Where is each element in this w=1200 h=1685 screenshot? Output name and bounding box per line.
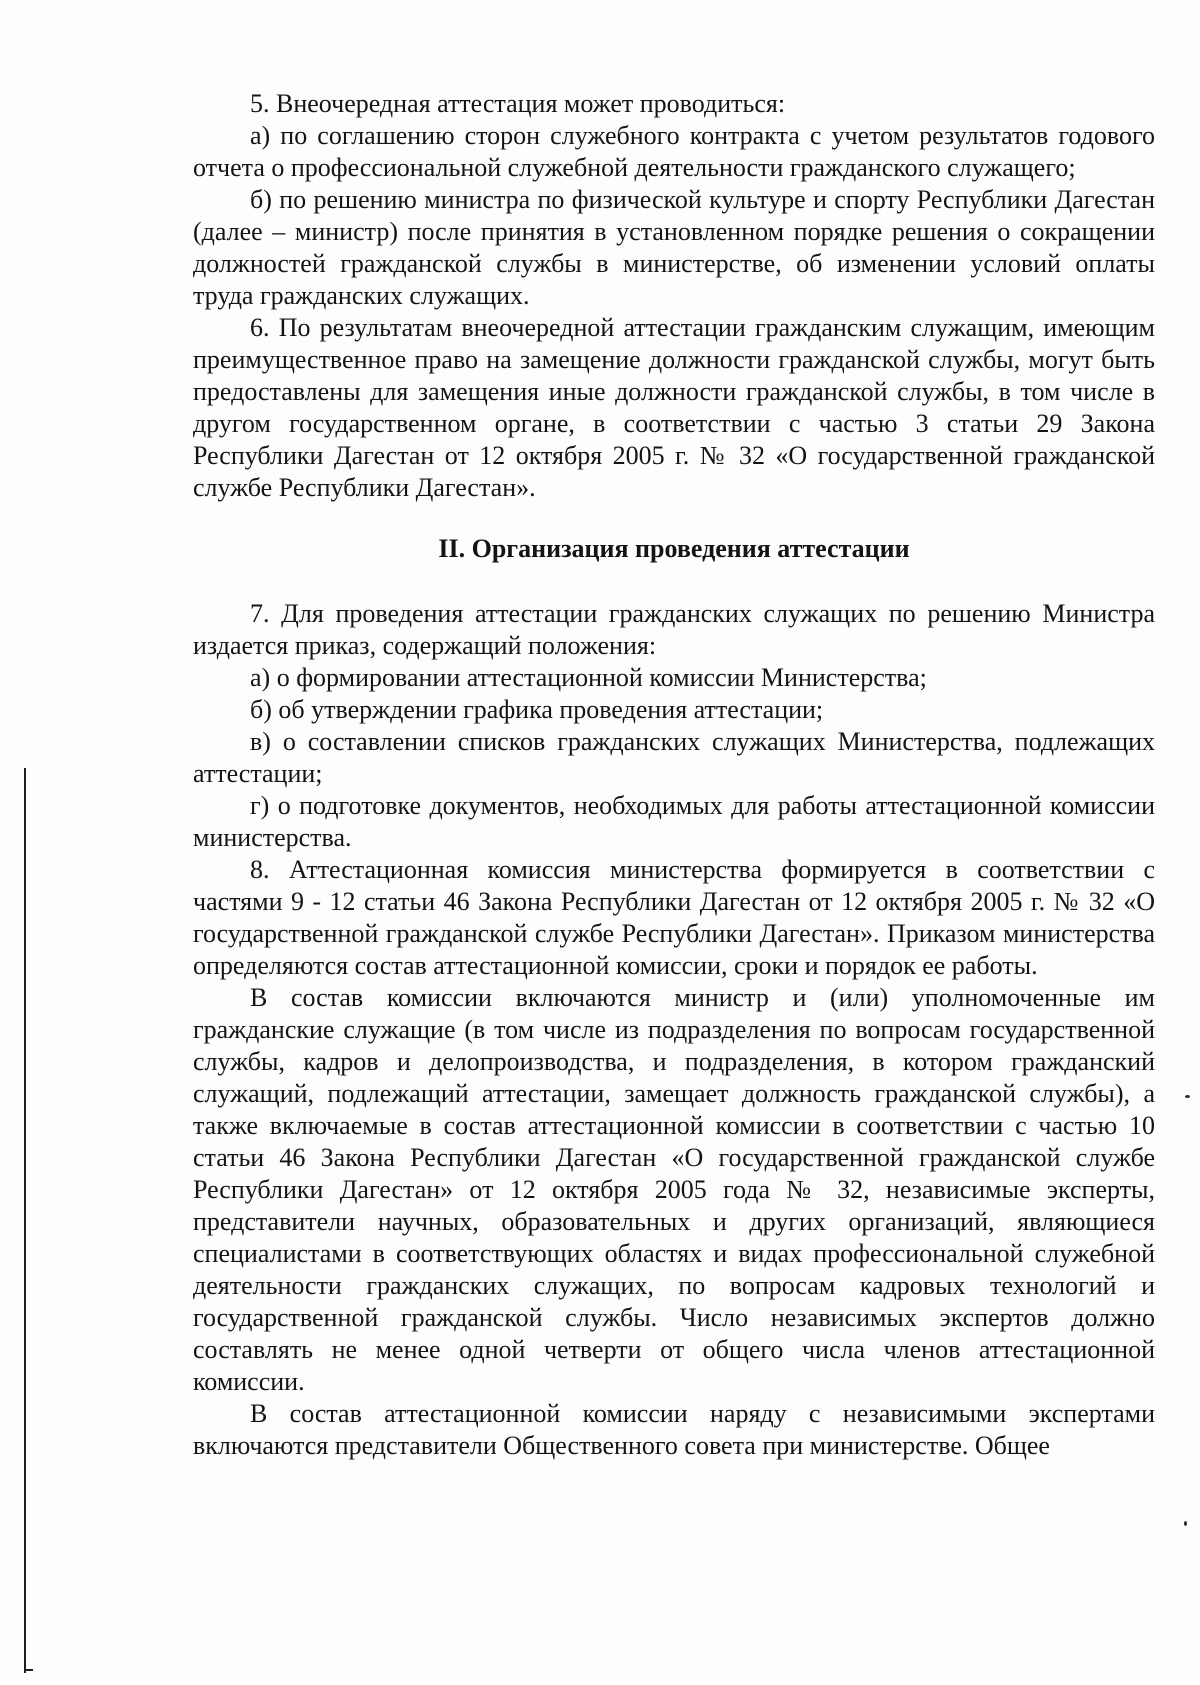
paragraph-5: 5. Внеочередная аттестация может проводиться:	[250, 89, 786, 118]
paragraph-5a: а) по соглашению сторон служебного контракта с учетом результатов годового отчета о профессиональной служебной деятельности гражданского служащего;	[193, 121, 1155, 182]
paragraph-7a: а) о формировании аттестационной комиссии Министерства;	[250, 663, 927, 692]
paragraph-7b: б) об утверждении графика проведения аттестации;	[250, 695, 824, 724]
paragraph-7g: г) о подготовке документов, необходимых для работы аттестационной комиссии министерства.	[193, 791, 1155, 852]
paragraph-5b: б) по решению министра по физической культуре и спорту Республики Дагестан (далее – министр) после принятия в установленном порядке решения о сокращении должностей гражданской службы в министерстве, об изменении условий оплаты труда гражданских служащих.	[193, 185, 1155, 310]
scan-margin-line	[24, 768, 26, 1673]
paragraph-6: 6. По результатам внеочередной аттестации гражданским служащим, имеющим преимущественное право на замещение должности гражданской службы, могут быть предоставлены для замещения иные должности гражданской службы, в том числе в другом государственном органе, в соответствии с частью 3 статьи 29 Закона Республики Дагестан от 12 октября 2005 г. № 32 «О государственной гражданской службе Республики Дагестан».	[193, 313, 1155, 502]
paragraph-7: 7. Для проведения аттестации гражданских служащих по решению Министра издается приказ, содержащий положения:	[193, 599, 1155, 660]
document-body	[193, 88, 1155, 1462]
scan-margin-mark	[24, 1669, 33, 1671]
paragraph-8: 8. Аттестационная комиссия министерства формируется в соответствии с частями 9 - 12 статьи 46 Закона Республики Дагестан от 12 октября 2005 г. № 32 «О государственной гражданской службе Республики Дагестан». Приказом министерства определяются состав аттестационной комиссии, сроки и порядок ее работы.	[193, 855, 1155, 980]
paragraph-7v: в) о составлении списков гражданских служащих Министерства, подлежащих аттестации;	[193, 727, 1155, 788]
scan-speck	[1185, 1095, 1190, 1098]
paragraph-8-composition: В состав комиссии включаются министр и (или) уполномоченные им гражданские служащие (в том числе из подразделения по вопросам государственной службы, кадров и делопроизводства, и подразделения, в котором гражданский служащий, подлежащий аттестации, замещает должность гражданской службы), а также включаемые в состав аттестационной комиссии в соответствии с частью 10 статьи 46 Закона Республики Дагестан «О государственной гражданской службе Республики Дагестан» от 12 октября 2005 года № 32, независимые эксперты, представители научных, образовательных и других организаций, являющиеся специалистами в соответствующих областях и видах профессиональной служебной деятельности гражданских служащих, по вопросам кадровых технологий и государственной гражданской службы. Число независимых экспертов должно составлять не менее одной четверти от общего числа членов аттестационной комиссии.	[193, 983, 1155, 1396]
scan-speck	[1184, 1521, 1187, 1526]
section-heading: II. Организация проведения аттестации	[438, 534, 910, 563]
paragraph-8-public-council: В состав аттестационной комиссии наряду с независимыми экспертами включаются представители Общественного совета при министерстве. Общее	[193, 1399, 1155, 1460]
